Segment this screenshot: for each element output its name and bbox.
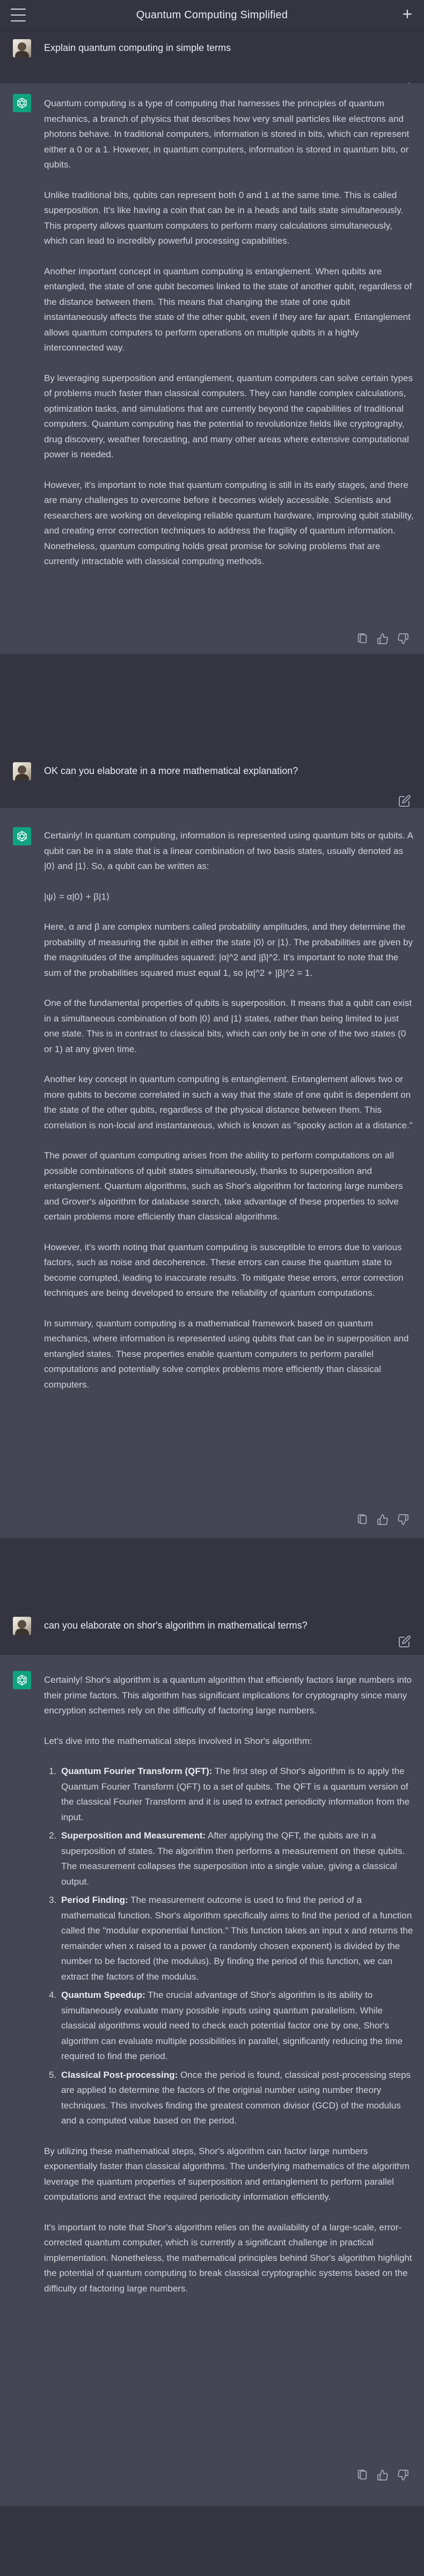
- chatgpt-logo-icon: [16, 1674, 28, 1687]
- user-message-text: OK can you elaborate in a more mathematical explanation?: [44, 765, 298, 776]
- step-text: Once the period is found, classical post-processing steps are applied to determine the factors of the original number using number theory techniques. This involves finding the greatest common divisor (GCD) of the modulus and a computed value based on the period.: [61, 2069, 411, 2126]
- user-message: [0, 1602, 424, 1639]
- user-message: [0, 31, 424, 66]
- thumbs-down-icon[interactable]: [397, 1514, 409, 1526]
- edit-icon[interactable]: [398, 794, 411, 807]
- user-message-text: can you elaborate on shor's algorithm in mathematical terms?: [44, 1620, 308, 1631]
- message-paragraph: Another key concept in quantum computing is entanglement. Entanglement allows two or more qubits to become correlated in such a way that the state of one qubit is dependent on the state of the other qubits, regardless of the physical distance between them. This correlation is non-local and instantaneous, which is known as "spooky action at a distance.": [44, 1074, 413, 1130]
- assistant-avatar: [13, 827, 31, 845]
- user-message-text: Explain quantum computing in simple terms: [44, 42, 231, 53]
- top-bar: [0, 0, 424, 31]
- message-paragraph: By utilizing these mathematical steps, Shor's algorithm can factor large numbers exponentially faster than classical algorithms. The underlying mathematics of the algorithm leverage the quantum properties of superposition and entanglement to perform parallel computations and extract the required periodicity information efficiently.: [44, 2146, 410, 2202]
- message-actions: [350, 2469, 409, 2483]
- message-paragraph: It's important to note that Shor's algorithm relies on the availability of a large-scale, error-corrected quantum computer, which is currently a significant challenge in practical implementation. Nonetheless, the mathematical principles behind Shor's algorithm highlight the potential of quantum computing to break classical cryptographic systems based on the difficulty of factoring large numbers.: [44, 2222, 412, 2294]
- assistant-message: [0, 808, 424, 1538]
- message-paragraph: Another important concept in quantum computing is entanglement. When qubits are entangled, the state of one qubit becomes linked to the state of another qubit, regardless of the distance between them. This means that changing the state of one qubit instantaneously affects the state of the other qubit, even if they are far apart. Entanglement allows quantum computers to perform operations on multiple qubits in a highly interconnected way.: [44, 266, 412, 353]
- step-title: Quantum Fourier Transform (QFT):: [61, 1766, 213, 1776]
- step-text: After applying the QFT, the qubits are in a superposition of states. The algorithm then performs a measurement on these qubits. The measurement collapses the superposition into a single value, giving a classical output.: [61, 1830, 405, 1887]
- copy-icon[interactable]: [356, 2469, 368, 2481]
- message-paragraph: However, it's important to note that quantum computing is still in its early stages, and there are many challenges to overcome before it becomes widely accessible. Scientists and researchers are working on developing reliable quantum hardware, improving qubit stability, and creating error correction techniques to address the fragility of quantum information. Nonetheless, quantum computing holds great promise for solving problems that are currently intractable with classical computing methods.: [44, 479, 414, 566]
- step-text: The crucial advantage of Shor's algorithm is its ability to simultaneously evaluate many possible inputs using quantum parallelism. While classical algorithms would need to check each potential factor one by one, Shor's algorithm can evaluate multiple possibilities in parallel, significantly reducing the time required to find the period.: [61, 1990, 403, 2061]
- chatgpt-logo-icon: [16, 97, 28, 110]
- chatgpt-logo-icon: [16, 830, 28, 843]
- list-item: [59, 1893, 414, 1984]
- thumbs-up-icon[interactable]: [377, 1514, 389, 1526]
- formula-line: |ψ⟩ = α|0⟩ + β|1⟩: [44, 891, 110, 902]
- thumbs-down-icon[interactable]: [397, 633, 409, 645]
- new-chat-plus-icon[interactable]: +: [402, 4, 413, 24]
- edit-icon[interactable]: [398, 1635, 411, 1648]
- list-item: [59, 1988, 414, 2064]
- message-paragraph: Let's dive into the mathematical steps involved in Shor's algorithm:: [44, 1735, 312, 1746]
- user-avatar: [13, 762, 31, 780]
- copy-icon[interactable]: [356, 1514, 368, 1526]
- thumbs-up-icon[interactable]: [377, 633, 389, 645]
- step-title: Superposition and Measurement:: [61, 1830, 206, 1841]
- step-title: Quantum Speedup:: [61, 1990, 145, 2000]
- assistant-avatar: [13, 94, 31, 112]
- message-paragraph: In summary, quantum computing is a mathematical framework based on quantum mechanics, where information is represented using qubits that can be in superposition and entangled states. These properties enable quantum computers to perform parallel computations and potentially solve complex problems more efficiently than classical computers.: [44, 1318, 409, 1390]
- message-paragraph: Here, α and β are complex numbers called probability amplitudes, and they determine the probability of measuring the qubit in either the state |0⟩ or |1⟩. The probabilities are given by the magnitudes of the amplitudes squared: |α|^2 and |β|^2. It's important to note that the sum of the probabilities squared must equal 1, so |α|^2 + |β|^2 = 1.: [44, 922, 413, 978]
- message-paragraph: By leveraging superposition and entanglement, quantum computers can solve certain types of problems much faster than classical computers. They can handle complex calculations, optimization tasks, and simulations that are currently beyond the capabilities of traditional computers. Quantum computing has the potential to revolutionize fields like cryptography, drug discovery, weather forecasting, and many other areas where extensive computational power is needed.: [44, 373, 413, 459]
- user-avatar: [13, 39, 31, 57]
- message-paragraph: However, it's worth noting that quantum computing is susceptible to errors due to various factors, such as noise and decoherence. These errors can cause the quantum state to become corrupted, leading to inaccurate results. To mitigate these errors, error correction techniques are being developed to ensure the reliability of quantum computations.: [44, 1242, 404, 1298]
- thumbs-down-icon[interactable]: [397, 2469, 409, 2481]
- thumbs-up-icon[interactable]: [377, 2469, 389, 2481]
- step-text: The measurement outcome is used to find the period of a mathematical function. Shor's algorithm specifically aims to find the period of a function called the "modular exponential function." This function takes an input x and returns the remainder when x raised to a power (a randomly chosen exponent) is divided by the number to be factored (the modulus). By finding the period of this function, we can extract the factors of the modulus.: [61, 1895, 413, 1982]
- message-actions: [350, 1514, 409, 1528]
- copy-icon[interactable]: [356, 633, 368, 645]
- message-actions: [350, 633, 409, 647]
- message-paragraph: The power of quantum computing arises from the ability to perform computations on all possible combinations of qubit states simultaneously, thanks to superposition and entanglement. Quantum algorithms, such as Shor's algorithm for factoring large numbers and Grover's algorithm for database search, take advantage of these properties to solve certain problems more efficiently than classical algorithms.: [44, 1150, 403, 1222]
- list-item: [59, 2068, 414, 2129]
- message-paragraph: One of the fundamental properties of qubits is superposition. It means that a qubit can exist in a simultaneous combination of both |0⟩ and |1⟩ states, rather than being limited to just one state. This is in contrast to classical bits, which can only be in one of the two states (0 or 1) at any given time.: [44, 998, 412, 1054]
- list-item: [59, 1764, 414, 1825]
- step-text: The first step of Shor's algorithm is to apply the Quantum Fourier Transform (QFT) to a set of qubits. The QFT is a quantum version of the classical Fourier Transform and it is used to extract periodicity information from the input.: [61, 1766, 410, 1822]
- assistant-message: [0, 1655, 424, 2506]
- message-paragraph: Quantum computing is a type of computing that harnesses the principles of quantum mechanics, a branch of physics that describes how very small particles like electrons and photons behave. In traditional computers, information is stored in bits, which can represent either a 0 or a 1. However, in quantum computers, information is stored in quantum bits, or qubits.: [44, 98, 410, 170]
- assistant-message-body: [44, 828, 414, 1392]
- algorithm-steps-list: [44, 1764, 414, 2129]
- message-paragraph: Certainly! In quantum computing, information is represented using quantum bits or qubits. A qubit can be in a state that is a linear combination of two basis states, usually denoted as |0⟩ and |1⟩. So, a qubit can be written as:: [44, 830, 413, 871]
- step-title: Period Finding:: [61, 1895, 128, 1905]
- step-title: Classical Post-processing:: [61, 2069, 178, 2080]
- user-message: [0, 749, 424, 787]
- user-avatar: [13, 1617, 31, 1635]
- message-paragraph: Certainly! Shor's algorithm is a quantum algorithm that efficiently factors large numbers into their prime factors. This algorithm has significant implications for cryptography since many encryption schemes rely on the difficulty of factoring large numbers.: [44, 1675, 412, 1716]
- assistant-avatar: [13, 1671, 31, 1689]
- assistant-message-body: [44, 96, 414, 570]
- conversation-title: Quantum Computing Simplified: [136, 9, 288, 21]
- assistant-message: [0, 83, 424, 654]
- list-item: [59, 1828, 414, 1889]
- message-paragraph: Unlike traditional bits, qubits can represent both 0 and 1 at the same time. This is called superposition. It's like having a coin that can be in a heads and tails state simultaneously. This property allows quantum computers to perform many calculations simultaneously, which can lead to incredibly powerful processing capabilities.: [44, 189, 404, 246]
- hamburger-menu-icon[interactable]: [11, 9, 26, 21]
- assistant-message-body: [44, 1673, 414, 2296]
